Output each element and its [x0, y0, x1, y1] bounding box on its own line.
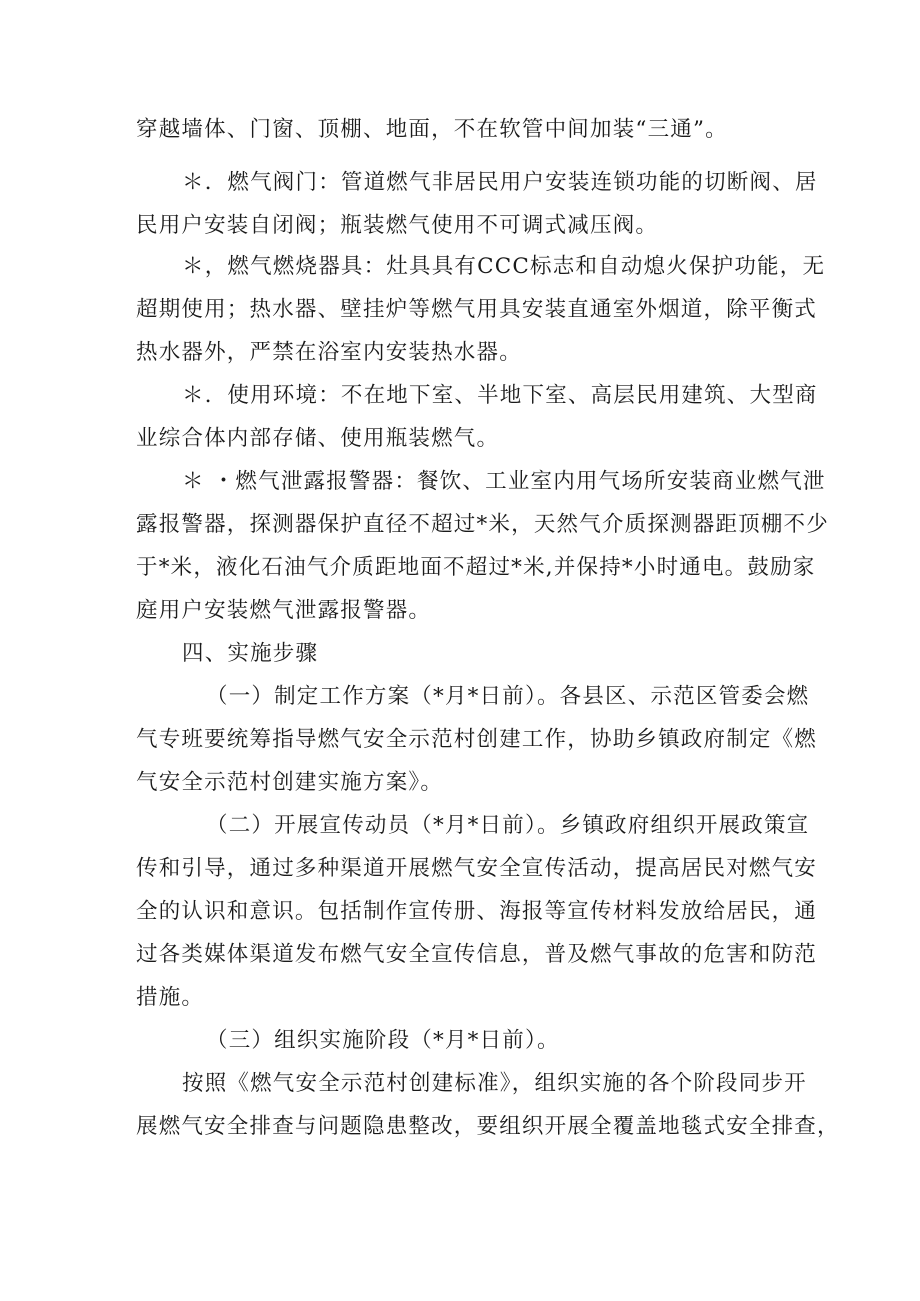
text-line-content: ＊．使用环境：不在地下室、半地下室、高层民用建筑、大型商: [182, 383, 818, 408]
text-line: [136, 245, 826, 288]
text-line: 露报警器，探测器保护直径不超过*米，天然气介质探测器距顶棚不少: [136, 512, 829, 537]
paragraph-implementation: [136, 1062, 840, 1148]
text-line: [136, 161, 818, 204]
text-line: [136, 632, 786, 675]
text-line: 措施。: [136, 985, 205, 1010]
text-line: 庭用户安装燃气泄露报警器。: [136, 598, 432, 623]
paragraph-step-one: [136, 675, 818, 804]
text-line: [136, 460, 826, 503]
paragraph-gas-valve: [136, 161, 818, 247]
paragraph-leak-alarm: [136, 460, 829, 632]
text-line: [136, 1019, 786, 1062]
text-line-content: ＊ ・燃气泄露报警器：餐饮、工业室内用气场所安装商业燃气泄: [182, 469, 826, 494]
text-line-content: （三）组织实施阶段（*月*日前）。: [206, 1028, 560, 1053]
paragraph-step-three: [136, 1019, 786, 1062]
text-line-content: ＊．燃气阀门：管道燃气非居民用户安装连锁功能的切断阀、居: [182, 170, 818, 195]
text-line: 气安全示范村创建实施方案》。: [136, 770, 444, 795]
text-line-content: 按照《燃气安全示范村创建标准》，组织实施的各个阶段同步开: [182, 1071, 807, 1096]
text-line-content: ＊，燃气燃烧器具：灶具具有CCC标志和自动熄火保护功能，无: [182, 254, 826, 279]
text-line-content: （二）开展宣传动员（*月*日前）。乡镇政府组织开展政策宣: [206, 813, 810, 838]
paragraph-step-two: [136, 804, 818, 1019]
heading-text: 四、实施步骤: [182, 641, 319, 666]
paragraph-pipe-routing: [136, 108, 786, 151]
text-line: 传和引导，通过多种渠道开展燃气安全宣传活动，提高居民对燃气安: [136, 856, 818, 881]
paragraph-gas-appliances: [136, 245, 826, 374]
text-line: [136, 374, 818, 417]
text-line: 于*米，液化石油气介质距地面不超过*米,并保持*小时通电。鼓励家: [136, 555, 816, 580]
paragraph-usage-environment: [136, 374, 818, 460]
section-heading: [136, 632, 786, 675]
text-line: 过各类媒体渠道发布燃气安全宣传信息，普及燃气事故的危害和防范: [136, 942, 818, 967]
text-line: [136, 675, 810, 718]
text-line: 业综合体内部存储、使用瓶装燃气。: [136, 426, 500, 451]
text-line: 超期使用；热水器、壁挂炉等燃气用具安装直通室外烟道，除平衡式: [136, 297, 818, 322]
text-line: 热水器外，严禁在浴室内安装热水器。: [136, 340, 522, 365]
text-line: [136, 1062, 807, 1105]
text-line: 穿越墙体、门窗、顶棚、地面，不在软管中间加装“三通”。: [136, 117, 728, 142]
text-line: [136, 804, 810, 847]
text-line-content: （一）制定工作方案（*月*日前）。各县区、示范区管委会燃: [206, 684, 810, 709]
text-line: 民用户安装自闭阀；瓶装燃气使用不可调式减压阀。: [136, 213, 659, 238]
text-line: 展燃气安全排查与问题隐患整改，要组织开展全覆盖地毯式安全排查，: [136, 1114, 840, 1139]
text-line: 气专班要统筹指导燃气安全示范村创建工作，协助乡镇政府制定《燃: [136, 727, 818, 752]
text-line: 全的认识和意识。包括制作宣传册、海报等宣传材料发放给居民，通: [136, 899, 818, 924]
